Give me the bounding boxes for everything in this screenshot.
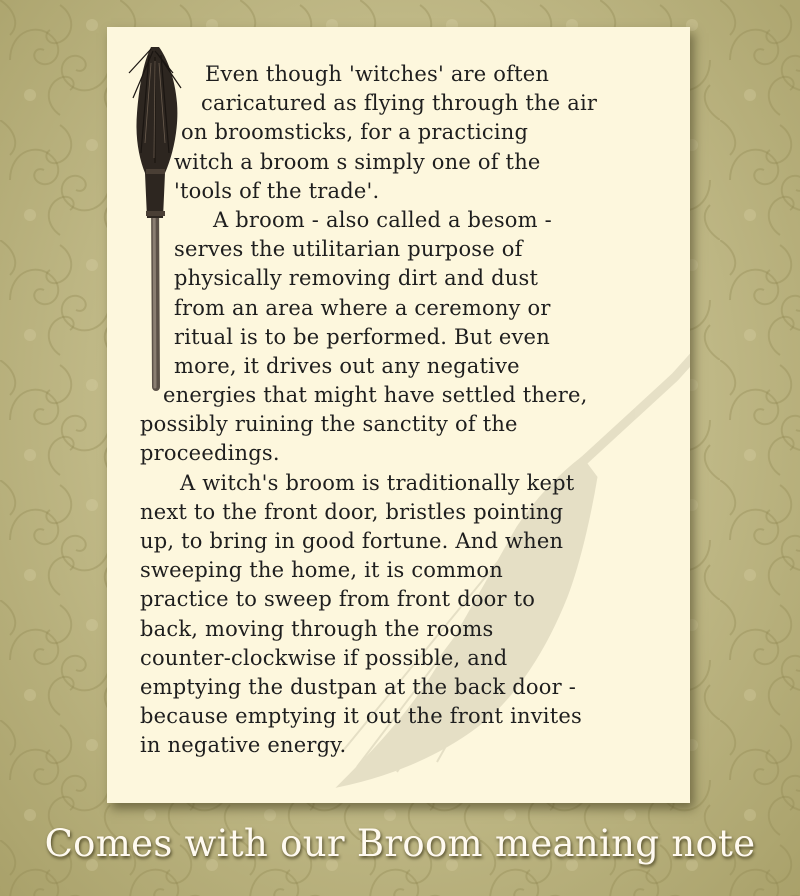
note-line: practice to sweep from front door to	[140, 587, 536, 612]
note-line: more, it drives out any negative	[174, 353, 520, 378]
note-line: A witch's broom is traditionally kept	[180, 470, 575, 495]
note-line: A broom - also called a besom -	[213, 207, 552, 232]
note-line: caricatured as flying through the air	[201, 91, 598, 116]
note-line: on broomsticks, for a practicing	[181, 120, 529, 145]
note-line: possibly ruining the sanctity of the	[140, 412, 518, 437]
note-line: proceedings.	[140, 441, 280, 466]
note-line: sweeping the home, it is common	[140, 558, 503, 583]
note-line: emptying the dustpan at the back door -	[140, 674, 577, 699]
note-line: serves the utilitarian purpose of	[174, 237, 523, 262]
broom-meaning-note	[107, 27, 690, 803]
note-line: ritual is to be performed. But even	[174, 324, 550, 349]
note-line: physically removing dirt and dust	[174, 266, 539, 291]
note-line: Even though 'witches' are often	[205, 62, 550, 86]
note-line: energies that might have settled there,	[163, 383, 588, 408]
note-line: back, moving through the rooms	[140, 616, 494, 641]
note-line: from an area where a ceremony or	[174, 295, 551, 320]
note-line: 'tools of the trade'.	[174, 178, 380, 203]
note-line: witch a broom s simply one of the	[174, 149, 541, 174]
caption-text: Comes with our Broom meaning note	[44, 822, 756, 865]
note-line: counter-clockwise if possible, and	[140, 645, 508, 670]
note-line: in negative energy.	[140, 733, 347, 758]
note-line: up, to bring in good fortune. And when	[140, 529, 564, 553]
note-line: because emptying it out the front invites	[140, 704, 582, 729]
note-text	[107, 60, 690, 761]
note-line: next to the front door, bristles pointing	[140, 499, 564, 524]
